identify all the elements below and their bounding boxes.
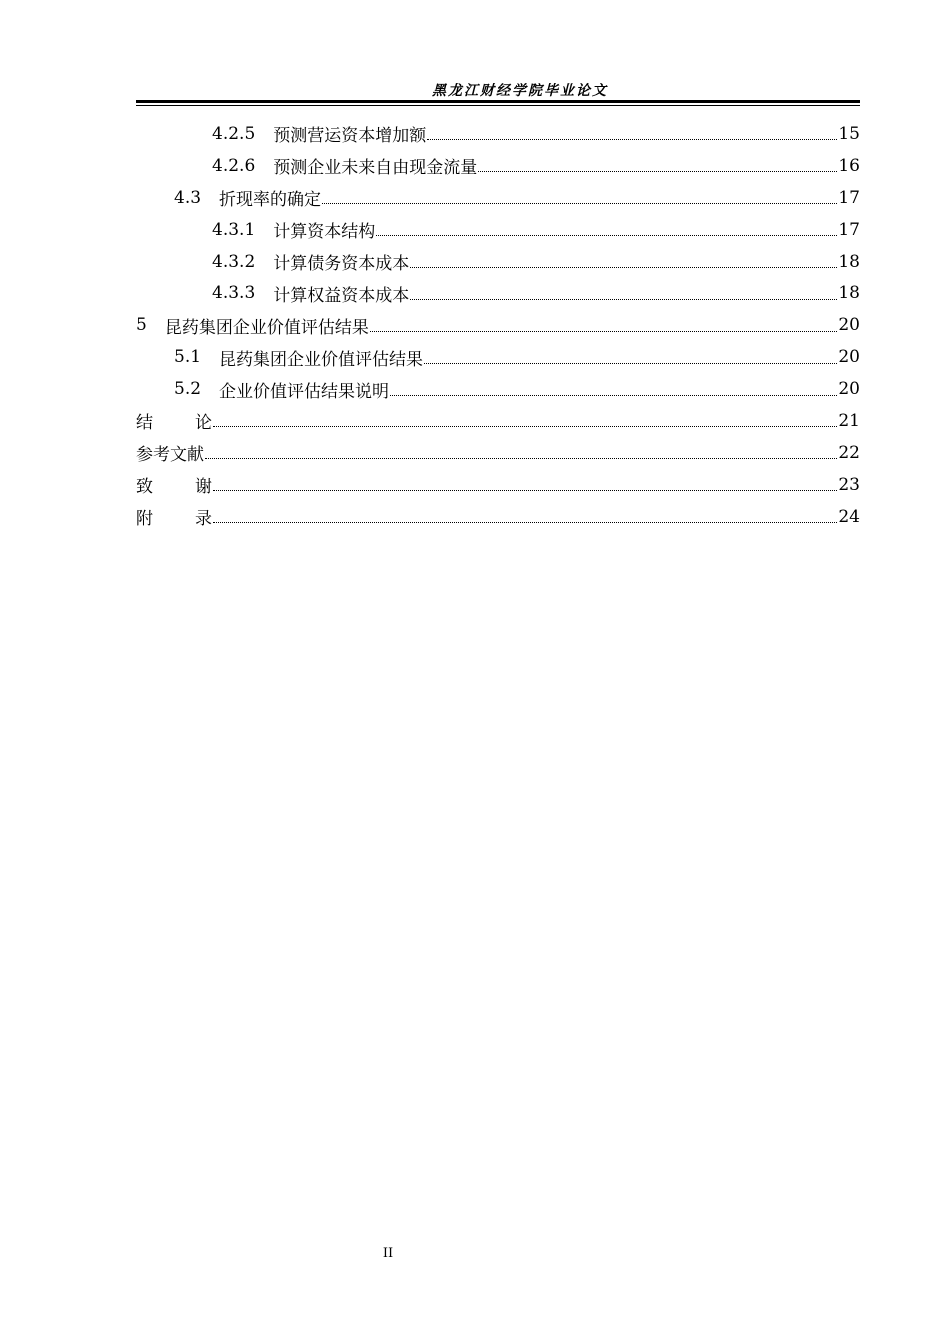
toc-dot-leader xyxy=(376,235,837,236)
toc-entry-page: 17 xyxy=(838,187,860,208)
toc-entry-page: 23 xyxy=(838,474,860,495)
toc-entry[interactable] xyxy=(136,118,860,150)
toc-dot-leader xyxy=(410,299,837,300)
toc-entry-title: 昆药集团企业价值评估结果 xyxy=(164,317,369,338)
toc-entry-number: 4.3.3 xyxy=(212,283,256,304)
toc-entry-title: 附录 xyxy=(136,509,212,530)
toc-entry[interactable] xyxy=(136,405,860,437)
toc-dot-leader xyxy=(213,490,837,491)
toc-entry[interactable] xyxy=(136,469,860,501)
toc-entry[interactable] xyxy=(136,437,860,469)
toc-entry-number: 5.1 xyxy=(174,347,202,368)
toc-dot-leader xyxy=(424,363,837,364)
toc-entry-page: 20 xyxy=(838,347,860,368)
toc-entry[interactable] xyxy=(136,373,860,405)
toc-entry-number: 5.2 xyxy=(174,379,202,400)
toc-entry-page: 15 xyxy=(838,123,860,144)
toc-entry-number: 4.3 xyxy=(174,187,202,208)
toc-entry-title: 企业价值评估结果说明 xyxy=(219,381,390,402)
toc-entry-title: 预测企业未来自由现金流量 xyxy=(273,158,478,179)
toc-entry-number: 5 xyxy=(136,315,147,336)
toc-entry-number: 4.2.6 xyxy=(212,155,256,176)
toc-entry[interactable] xyxy=(136,277,860,309)
toc-entry-title: 计算债务资本成本 xyxy=(273,254,410,274)
header-rule-thick xyxy=(136,100,860,103)
toc-entry[interactable] xyxy=(136,246,860,278)
toc-dot-leader xyxy=(427,139,837,140)
toc-entry-page: 21 xyxy=(838,410,860,431)
toc-entry[interactable] xyxy=(136,501,860,533)
toc-entry[interactable] xyxy=(136,214,860,246)
toc-entry[interactable] xyxy=(136,150,860,182)
toc-entry-page: 20 xyxy=(838,315,860,336)
toc-entry-title: 结论 xyxy=(136,413,212,434)
toc-entry-title: 计算资本结构 xyxy=(273,222,376,243)
toc-dot-leader xyxy=(213,522,837,523)
toc-entry-title: 折现率的确定 xyxy=(219,190,322,211)
header-rule-thin xyxy=(136,105,860,106)
toc-entry[interactable] xyxy=(136,309,860,341)
toc-entry-page: 24 xyxy=(838,506,860,527)
toc-dot-leader xyxy=(205,458,837,459)
toc-dot-leader xyxy=(322,203,837,204)
toc-dot-leader xyxy=(213,426,837,427)
table-of-contents xyxy=(136,118,860,533)
toc-entry[interactable] xyxy=(136,341,860,373)
page-number: II xyxy=(382,1246,394,1261)
toc-entry-title: 参考文献 xyxy=(136,445,204,466)
toc-entry-page: 18 xyxy=(838,251,860,272)
toc-entry-page: 22 xyxy=(838,442,860,463)
toc-entry-title: 昆药集团企业价值评估结果 xyxy=(219,349,424,370)
toc-entry-number: 4.3.2 xyxy=(212,251,256,272)
toc-entry-title: 预测营运资本增加额 xyxy=(273,126,427,147)
toc-entry-page: 20 xyxy=(838,379,860,400)
toc-entry-page: 18 xyxy=(838,283,860,304)
toc-dot-leader xyxy=(478,171,837,172)
toc-dot-leader xyxy=(370,331,838,332)
toc-dot-leader xyxy=(390,395,837,396)
toc-entry-title: 计算权益资本成本 xyxy=(273,285,410,306)
toc-entry-title: 致谢 xyxy=(136,477,212,498)
header-title: 黑龙江财经学院毕业论文 xyxy=(432,83,608,99)
toc-dot-leader xyxy=(410,267,837,268)
toc-entry-number: 4.3.1 xyxy=(212,219,256,240)
toc-entry-page: 16 xyxy=(838,155,860,176)
toc-entry-page: 17 xyxy=(838,219,860,240)
toc-entry-number: 4.2.5 xyxy=(212,123,256,144)
toc-entry[interactable] xyxy=(136,182,860,214)
